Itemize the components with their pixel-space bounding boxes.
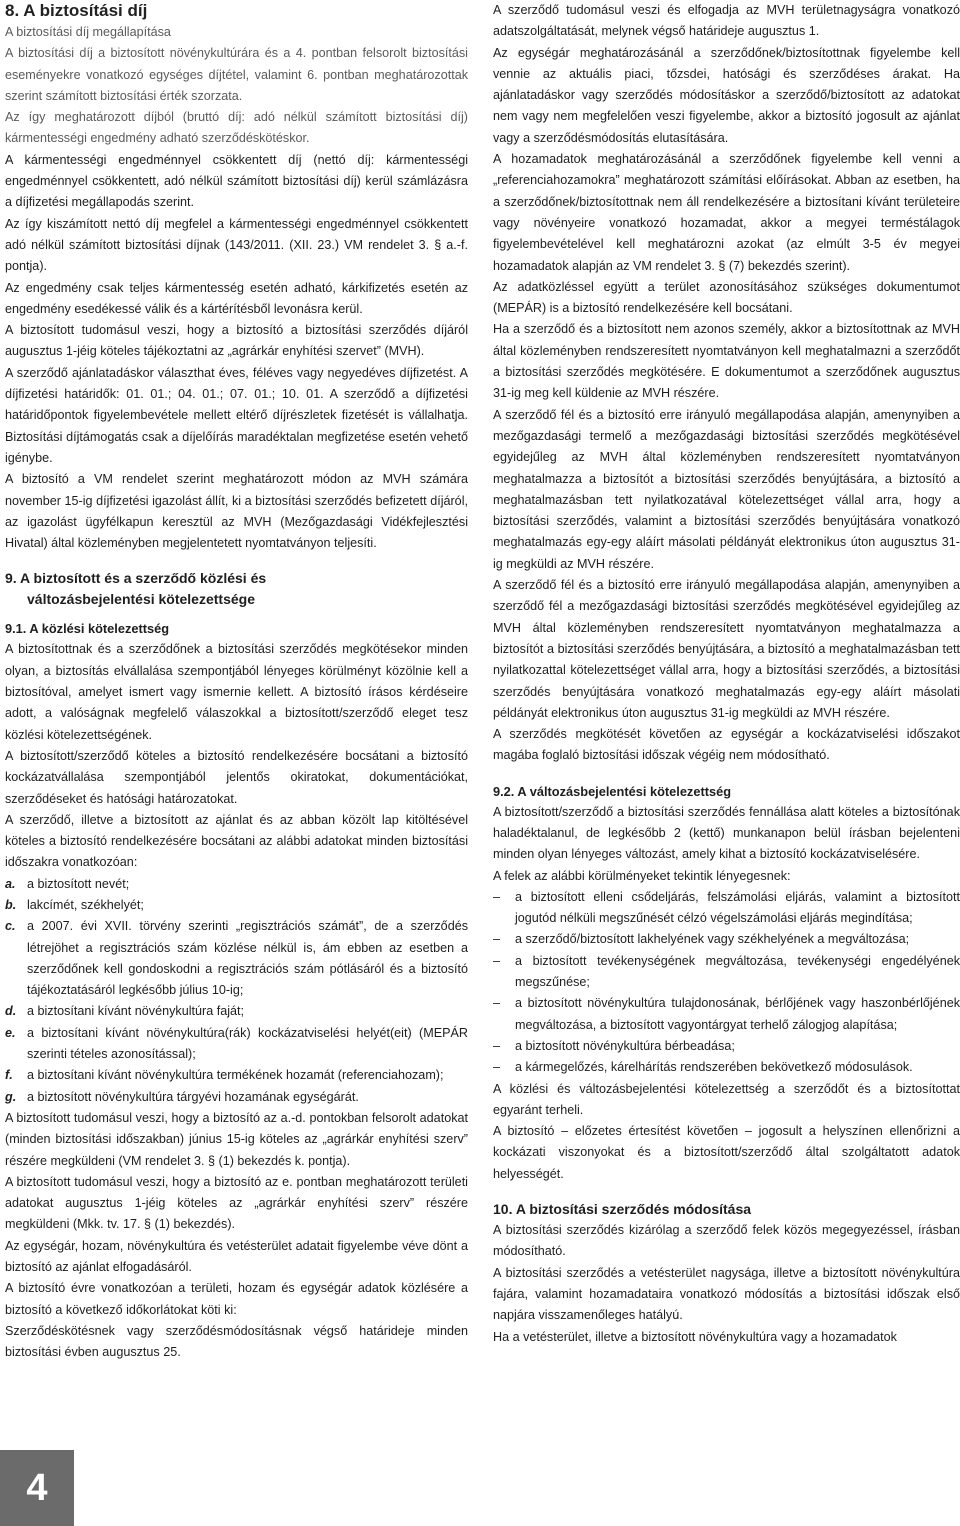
- list-item: [5, 1065, 468, 1086]
- dash-marker: –: [493, 953, 501, 968]
- paragraph: A biztosított tudomásul veszi, hogy a biztosító az e. pontban meghatározott területi adatokat augusztus 1-jéig köteles az „agrárkár enyhítési szerv” részére megküldeni (Mkk. tv. 17. § (1) bekezdés).: [5, 1174, 468, 1232]
- paragraph: A biztosított/szerződő a biztosítási szerződés fennállása alatt köteles a biztosítónak haladéktalanul, de legkésőbb 2 (kettő) munkanapon belül írásban bejelenteni minden olyan lényeges változást, amely kihat a biztosító kockázatviselésére.: [493, 804, 960, 862]
- right-column: [493, 0, 960, 1348]
- list-item-text: a biztosított növénykultúra tárgyévi hozamának egységárát.: [27, 1089, 359, 1104]
- list-item-text: a biztosítani kívánt növénykultúra faját;: [27, 1004, 245, 1019]
- list-item: [493, 1036, 960, 1057]
- paragraph: Az így meghatározott díjból (bruttó díj: adó nélkül számított biztosítási díj) kármentességi engedmény adható szerződéskötéskor.: [5, 110, 468, 146]
- list-item-text: a biztosított elleni csődeljárás, felszámolási eljárás, valamint a biztosított jogutód nélküli megszűnését célzó végelszámolási eljárás megindítása;: [515, 889, 960, 926]
- circumstances-list: [493, 887, 960, 1079]
- list-item-text: a biztosítani kívánt növénykultúra(rák) kockázatviselési helyét(eit) (MEPÁR szerinti tételes azonosítással);: [27, 1025, 468, 1062]
- list-item-text: a szerződő/biztosított lakhelyének vagy székhelyének a megváltozása;: [515, 932, 910, 947]
- list-item: [493, 951, 960, 994]
- paragraph: Az adatközléssel együtt a terület azonosításához szükséges dokumentumot (MEPÁR) is a biztosító rendelkezésére kell bocsátani.: [493, 279, 960, 316]
- paragraph: A biztosított tudomásul veszi, hogy a biztosító az a.-d. pontokban felsorolt adatokat (minden biztosítási időszakban) június 15-ig köteles az „agrárkár enyhítési szerv” részére megküldeni (VM rendelet 3. § (1) bekezdés k. pontja).: [5, 1110, 468, 1168]
- paragraph: Ha a szerződő és a biztosított nem azonos személy, akkor a biztosítottnak az MVH által közleményben rendszeresített nyomtatványon kell meghatalmazni a szerződőt a biztosítási szerződés megkötésére. E dokumentumot a szerződőnek augusztus 31-ig meg kell küldenie az MVH részére.: [493, 322, 960, 401]
- paragraph: Az engedmény csak teljes kármentesség esetén adható, kárkifizetés esetén az engedmény esedékessé válik és a kártérítésből levonásra kerül.: [5, 280, 468, 316]
- paragraph: A felek az alábbi körülményeket tekintik lényegesnek:: [493, 868, 791, 883]
- section-9-2-heading: 9.2. A változásbejelentési kötelezettség: [493, 783, 732, 799]
- list-item-text: a biztosított nevét;: [27, 876, 130, 891]
- paragraph: A szerződő, illetve a biztosított az ajánlat és az abban közölt lap kitöltésével köteles a biztosító rendelkezésére bocsátani az alábbi adatokat minden biztosítási időszakra vonatkozóan:: [5, 812, 468, 870]
- list-item-text: a 2007. évi XVII. törvény szerinti „regisztrációs számát”, de a szerződés létrejöhet a regisztrációs szám közlése nélkül is, ám ebben az esetben a szerződőnek kell gondoskodni a regisztrációs szám pótlásáról és a biztosító tájékoztatásáról legkésőbb július 10-ig;: [27, 919, 468, 998]
- list-item: [5, 1023, 468, 1066]
- paragraph: A kármentességi engedménnyel csökkentett díj (nettó díj: kármentességi engedménnyel csökkentett, adó nélkül számított biztosítási díj) kerül számlázásra a díjfizetési megállapodás szerint.: [5, 152, 468, 210]
- list-item-text: a biztosított tevékenységének megváltozása, tevékenységi engedélyének megszűnése;: [515, 953, 960, 990]
- dash-marker: –: [493, 1038, 501, 1053]
- paragraph: A biztosító évre vonatkozóan a területi, hozam és egységár adatok közlésére a biztosító a következő időkorlátokat köti ki:: [5, 1281, 468, 1317]
- paragraph: Az így kiszámított nettó díj megfelel a kármentességi engedménnyel csökkentett adó nélkül számított biztosítási díjnak (143/2011. (XII. 23.) VM rendelet 3. § a.-f. pontja).: [5, 216, 468, 274]
- list-item: [493, 993, 960, 1036]
- section-9-heading-line-1: 9. A biztosított és a szerződő közlési és: [5, 570, 267, 587]
- list-marker: c.: [5, 919, 16, 934]
- list-item-text: lakcímét, székhelyét;: [27, 897, 144, 912]
- section-9-1-heading: 9.1. A közlési kötelezettség: [5, 621, 170, 637]
- paragraph: A biztosítási szerződés kizárólag a szerződő felek közös megegyezéssel, írásban módosítható.: [493, 1223, 960, 1259]
- list-item: [5, 916, 468, 1001]
- dash-marker: –: [493, 1060, 501, 1075]
- list-item-text: a biztosítani kívánt növénykultúra termékének hozamát (referenciahozam);: [27, 1068, 444, 1083]
- list-marker: a.: [5, 876, 16, 891]
- list-item: [493, 1057, 960, 1078]
- page-number: 4: [0, 1450, 74, 1526]
- paragraph: A biztosító – előzetes értesítést követően – jogosult a helyszínen ellenőrizni a kockázati viszonyokat és a biztosított/szerződő által szolgáltatott adatok helyességét.: [493, 1124, 960, 1181]
- section-9-heading-line-2: változásbejelentési kötelezettsége: [27, 591, 255, 608]
- paragraph: A közlési és változásbejelentési kötelezettség a szerződőt és a biztosítottat egyaránt terheli.: [493, 1081, 960, 1117]
- paragraph: Szerződéskötésnek vagy szerződésmódosításnak végső határideje minden biztosítási évben augusztus 25.: [5, 1323, 468, 1360]
- dash-marker: –: [493, 889, 501, 904]
- paragraph: A hozamadatok meghatározásánál a szerződőnek figyelembe kell venni a „referenciahozamokra” meghatározott számítási előírásokat. Abban az esetben, ha a szerződőnek/biztosítottnak nem áll rendelkezésére a biztosítani kívánt területeire vagy növényeire vonatkozó hozamadat, akkor a megyei terméstálagok figyelembevételével kell meghatározni azokat (az elmúlt 3-5 év megyei hozamadatok alapján az VM rendelet 3. § (7) bekezdés szerint).: [493, 152, 960, 273]
- list-item-text: a kármegelőzés, kárelhárítás rendszerében bekövetkező módosulások.: [515, 1060, 913, 1075]
- section-9-heading: [5, 568, 468, 610]
- section-8-heading: 8. A biztosítási díj: [5, 1, 148, 20]
- paragraph: Ha a vetésterület, illetve a biztosított növénykultúra vagy a hozamadatok: [493, 1329, 897, 1344]
- list-marker: d.: [5, 1004, 17, 1019]
- paragraph: A biztosítási szerződés a vetésterület nagysága, illetve a biztosított növénykultúra fajára, valamint hozamadataira vonatkozó módosítás a biztosítási időszak első napjára visszamenőleges hatályú.: [493, 1265, 960, 1323]
- left-column: [5, 0, 468, 1364]
- list-marker: g.: [5, 1089, 17, 1104]
- required-data-list: [5, 874, 468, 1108]
- paragraph: A biztosító a VM rendelet szerint meghatározott módon az MVH számára november 15-ig díjfizetési igazolást állít, ki a biztosítási szerződés befizetett díjáról, az igazolást ügyfélkapun keresztül az MVH (Mezőgazdasági Vidékfejlesztési Hivatal) által közleményben megjelentetett nyomtatványon teljesíti.: [5, 472, 468, 551]
- paragraph: A biztosítottnak és a szerződőnek a biztosítási szerződés megkötésekor minden olyan, a biztosítás elvállalása szempontjából lényeges körülményt közölnie kell a biztosítóval, amelyet ismert vagy ismernie kellett. A biztosító írásos kérdéseire adott, a valóságnak megfelelő válaszokkal a biztosított/szerződő eleget tesz közlési kötelezettségének.: [5, 642, 468, 742]
- dash-marker: –: [493, 996, 501, 1011]
- list-item-text: a biztosított növénykultúra tulajdonosának, bérlőjének vagy haszonbérlőjének megváltozása, a biztosított vagyontárgyat terhelő zálogjog alapítása;: [515, 996, 960, 1032]
- list-marker: b.: [5, 897, 17, 912]
- paragraph: A szerződő tudomásul veszi és elfogadja az MVH területnagyságra vonatkozó adatszolgáltatását, melynek végső határideje augusztus 1.: [493, 3, 960, 39]
- list-item: [493, 887, 960, 930]
- list-item-text: a biztosított növénykultúra bérbeadása;: [515, 1038, 735, 1053]
- paragraph: A szerződés megkötését követően az egységár a kockázatviselési időszakot magába foglaló biztosítási időszak végéig nem módosítható.: [493, 727, 960, 763]
- paragraph: Az egységár, hozam, növénykultúra és vetésterület adatait figyelembe véve dönt a biztosító az ajánlat elfogadásáról.: [5, 1238, 468, 1275]
- dash-marker: –: [493, 932, 501, 947]
- list-item: [493, 929, 960, 950]
- list-item: [5, 895, 468, 916]
- section-8-subheading: A biztosítási díj megállapítása: [5, 25, 171, 39]
- list-item: [5, 874, 468, 895]
- list-marker: e.: [5, 1025, 16, 1040]
- paragraph: Az egységár meghatározásánál a szerződőnek/biztosítottnak figyelembe kell vennie az aktuális piaci, tőzsdei, hatósági és szerződéses árakat. Ha ajánlatadáskor vagy szerződés módosításkor a szerződő/biztosított az adatokat nem vagy nem megfelelően veszi figyelembe, akkor a biztosító jogosult az ajánlat vagy a szerződésmódosítás elutasítására.: [493, 45, 960, 145]
- paragraph: A szerződő ajánlatadáskor választhat éves, féléves vagy negyedéves díjfizetést. A díjfizetési határidők: 01. 01.; 04. 01.; 07. 01.; 10. 01. A szerződő a díjfizetési határidőpontok figyelembevétele mellett eltérő díjrészletek fizetését is vállalhatja. Biztosítási díjtámogatás csak a díjelőírás maradéktalan megfizetése esetén vehető igénybe.: [5, 365, 468, 465]
- section-10-heading: 10. A biztosítási szerződés módosítása: [493, 1201, 752, 1218]
- paragraph: A biztosítási díj a biztosított növénykultúrára és a 4. pontban felsorolt biztosítási eseményekre vonatkozó egységes díjtétel, valamint 6. pontban meghatározottak szerint számított biztosítási érték szorzata.: [5, 46, 468, 103]
- paragraph: A biztosított/szerződő köteles a biztosító rendelkezésére bocsátani a biztosító kockázatvállalása szempontjából jelentős okiratokat, dokumentációkat, szerződéseket és hatósági határozatokat.: [5, 748, 468, 806]
- list-item: [5, 1001, 468, 1022]
- paragraph: A szerződő fél és a biztosító erre irányuló megállapodása alapján, amenynyiben a mezőgazdasági termelő a mezőgazdasági biztosítási szerződés megkötésével egyidejűleg az MVH által közleményben rendszeresített nyomtatványon meghatalmazza a biztosítót a biztosítási szerződés benyújtására, a biztosító a meghatalmazásban tett nyilatkozatával kötelezettséget vállal arra, hogy a biztosítási szerződés, valamint a biztosítási szerződés benyújtására vonatkozó meghatalmazás egy-egy aláírt másolati példányát elektronikus úton augusztus 31-ig megküldi az MVH részére.: [493, 407, 960, 571]
- paragraph: A biztosított tudomásul veszi, hogy a biztosító a biztosítási szerződés díjáról augusztus 1-jéig köteles tájékoztatni az „agrárkár enyhítési szervet” (MVH).: [5, 323, 468, 359]
- paragraph: A szerződő fél és a biztosító erre irányuló megállapodása alapján, amenynyiben a szerződő fél a mezőgazdasági biztosítási szerződés megkötésével egyidejűleg az MVH által közleményben rendszeresített nyomtatványon meghatalmazza a biztosítót a biztosítási szerződés benyújtására, a biztosító a meghatalmazásban tett nyilatkozattal kötelezettséget vállal arra, hogy a biztosítási szerződés, a biztosítási szerződés benyújtására vonatkozó meghatalmazás egy-egy aláírt másolati példányát elektronikus úton augusztus 31-ig megküldi az MVH részére.: [493, 578, 960, 720]
- list-marker: f.: [5, 1068, 13, 1083]
- list-item: [5, 1087, 468, 1108]
